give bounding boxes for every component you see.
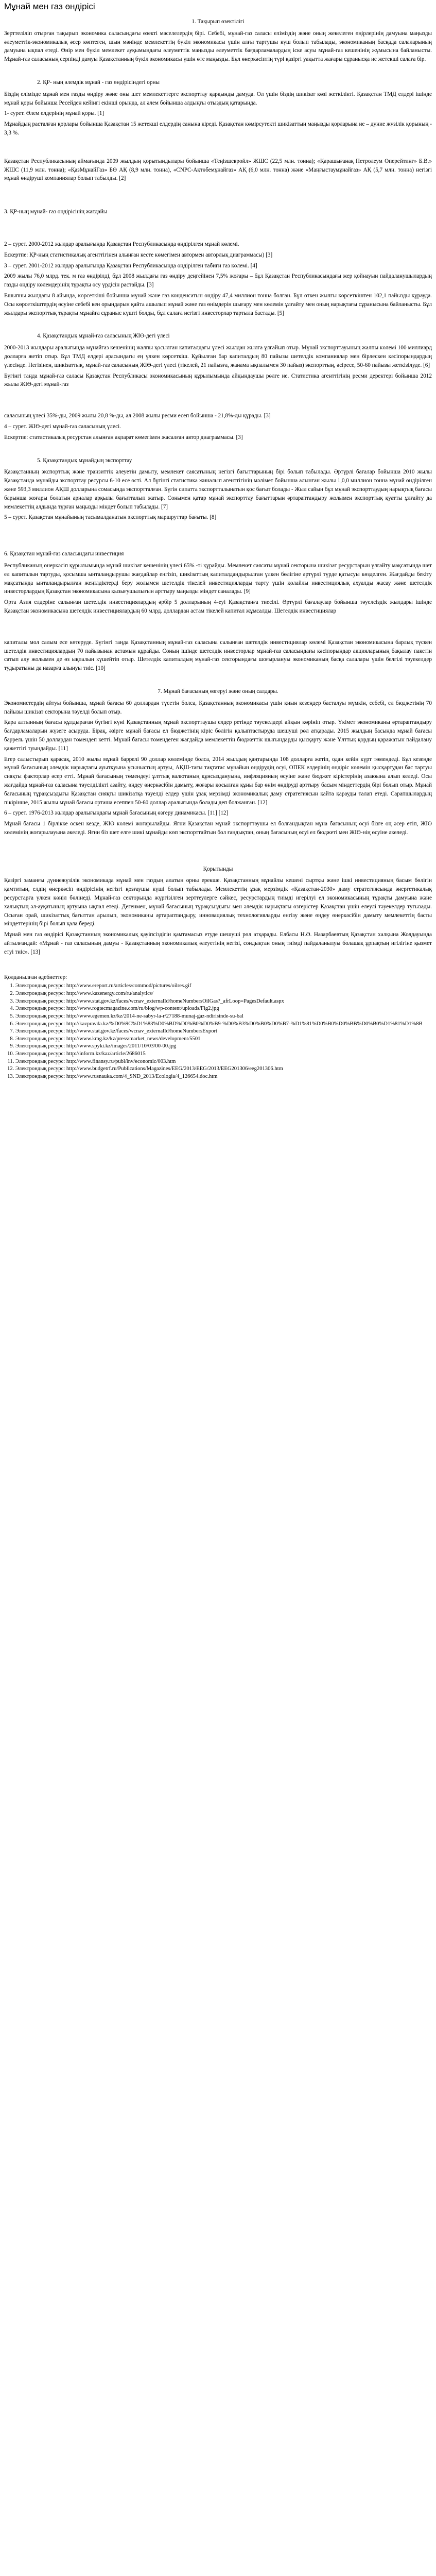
figure-caption: 5 – сурет. Қазақстан мұнайының тасымалданатын экспорттық маршруттар бағыты. [8] bbox=[4, 514, 217, 521]
reference-item: 2. Электрондық ресурс: http://www.kazenergy.com/ru/analytics/ bbox=[15, 990, 432, 998]
reference-item: 7. Электрондық ресурс: http://www.stat.gov.kz/faces/wcnav_externalId/homeNumbersExport bbox=[15, 1028, 432, 1036]
reference-item: 8. Электрондық ресурс: http://www.kmg.kz/kz/press/market_news/development/5501 bbox=[15, 1036, 432, 1043]
figure-caption: 6 – сурет. 1976-2013 жылдар аралығындағы мұнай бағасының өзгеру динамикасы. [11] [12] bbox=[4, 810, 229, 817]
figure-caption: 3 – сурет. 2001-2012 жылдар аралығында Қазақстан Республикасында өндірілген табиғи газ көлемі. [4] bbox=[4, 262, 257, 269]
figure-caption: 4 – сурет. ЖІӨ-дегі мұнай-газ саласының үлесі. bbox=[4, 423, 121, 430]
paragraph: Мұнайдың расталған қорлары бойынша Қазақстан 15 жетекші елдердің санына кіреді. Қазақстан көмірсутекті шикізаттың маңызды қорларына ие – дүние жүзілік қорының - 3,3 %. bbox=[4, 121, 432, 137]
paragraph: Мұнай бағасы 1 бірлікке өскен кезде, ЖІӨ көлемі жоғарылайды. Яғни Қазақстан мұнай экспорттаушы ел болғандықтан мұна бағасының өсуі бізге оң әсер етіп, ЖІӨ көлемінің жоғарылауына әкеледі. Яғни біз шет елге шикі мұнайды көп экспорттайтын бол ғандықтан, оның бағасының өсуі ел бюджеті мен ЖІӨ-нің өсуіне әкеледі. bbox=[4, 821, 432, 836]
reference-item: 1. Электрондық ресурс: http://www.ereport.ru/articles/commod/pictures/oilres.gif bbox=[15, 982, 432, 990]
paragraph: Қазақстанның экспорттық және транзиттік әлеуетін дамыту, мемлекет саясатының негізгі бағыттарының бірі болып табылады. Әртүрлі бағалар бойынша 2010 жылы Қазақстанда мұнайды экспорттау ресурсы 6-10 есе өсті. Ал бүгінгі статистика жиналып агенттігінің мәлімет бойынша алынған жылы 1,0,0 миллион тонна мұнай өндірілген және 593,3 миллион АҚШ долларына сомасында экспортталған. Бүгін сипатта экспортталынатын қос бағыт болады - Жыл сайын бұл мұнай экспорттаудың нарықтық бағасы барынша жоғары болатын арналар арқылы бағытталып жатыр. Сонымен қатар мұнай экспорттау бағыттарын әртараптандыру жолымен экспорттық қуатты ұлғайту да мемлекеттің алдында тұрған маңызды міндет болып табылады. [7] bbox=[4, 469, 432, 510]
paragraph: 2009 жылы 76,0 млрд. тек. м газ өндірілді, бұл 2008 жылдағы газ өндіру деңгейінен 7,5% жоғары – бұл Қазақстан Республикасындағы жер қойнауын пайдаланушылардың газды өндіру көлемдерінің тұрақты өсу үрдісін растайды. [3] bbox=[4, 273, 432, 289]
conclusion-heading: Қорытынды bbox=[203, 866, 233, 872]
reference-item: 11. Электрондық ресурс: http://www.finansy.ru/publ/inv/economic/003.htm bbox=[15, 1058, 432, 1066]
note: Ескертпе: статистикалық ресурстан алынған ақпарат көмегімен жасалған автор диаграммасы. [3] bbox=[4, 434, 243, 440]
paragraph: капиталы мол салым есе көтеруде. Бүгінгі таңда Қазақстанның мұнай-газ саласына салынған шетелдік инвестициялар көлемі Қазақстан экономикасына барлық түскен шетелдік инвестициялардың 70 пайызынан астамын құрайды. Соның ішінде шетелдік инвесторлар мұнай-газ саласындағы кәсіпорындар акцияларының бақылау пакетін сатып алу жолымен де өз ықпалын күшейтіп отыр. Шетелдік капиталдың мұнай-газ секторындағы шоғырлануы экономиканың басқа салалары үшін белгілі тәуекелдер тудыратыны да назарға алынуы тиіс. [10] bbox=[4, 639, 432, 672]
reference-item: 3. Электрондық ресурс: http://www.stat.gov.kz/faces/wcnav_externalId/homeNumbersOilGas?_afrLoop=PagesDefault.aspx bbox=[15, 998, 432, 1006]
paragraph: Зерттеліліп отырған тақырып экономика саласындағы өзекті мәселелердің бірі. Себебі, мұнай-газ саласы еліміздің және оның жекелеген өңірлерінің дамуына маңызды әлеуметтік-экономикалық әсер көптеген, шын мәнінде мемлекеттің бүкіл экономикасы үшін алғы тартушы күш болып табылады, экономиканың басқада салаларының дамуына ықпал етеді. Өнір мен бүкіл мемлекет ауқымындағы әлеуметтік маңызды әлеуметтік бағдарламалардың іске асуы мұнай-газ кешенінің жұмысына байланысты. Мұнай-газ саласының серпінді дамуы Қазақстанның бүкіл экономикасы үшін өте маңызды. Бұл өнеркәсіптің түрі қазіргі уақытта жағары сұранысқа ие жетекші салаға бір. bbox=[4, 30, 432, 63]
section-6-heading: 6. Қазақстан мұнай-газ саласындағы инвестиция bbox=[4, 551, 124, 557]
reference-item: 6. Электрондық ресурс: http://kazpravda.kz/%D0%9C%D1%83%D0%BD%D0%B0%D0%B9-%D0%B3%D0%B0%D0%B7-%D1%81%D0%B0%D0%BB%D0%B0%D1%81%D1%8B bbox=[15, 1021, 432, 1028]
paragraph: Экономистердің айтуы бойынша, мұнай бағасы 60 доллардан түсетін болса, Қазақстанның экономикасы үшін қиын кезеңдер басталуы мүмкін, себебі, ел бюджетінің 70 пайызы шикізат секторына тәуелді болып отыр. bbox=[4, 700, 432, 715]
reference-item: 4. Электрондық ресурс: http://www.rogtecmagazine.com/ru/blog/wp-content/uploads/Fig2.jpg bbox=[15, 1005, 432, 1013]
reference-item: 10. Электрондық ресурс: http://inform.kz/kaz/article/2686015 bbox=[15, 1050, 432, 1058]
paragraph: Қазақстан Республикасының аймағында 2009 жылдың қорытындылары бойынша «Теңізшевройл» ЖШС (22,5 млн. тонна); «Қарашығанақ Петролеум Оперейтинг» Б.В.» ЖШС (11,9 млн. тонна); «ҚазМұнайГаз» БӨ АҚ (8,9 млн. тонна), «CNPC-Ақтөбемұнайгаз» АҚ (6,0 млн. тонна) және «Маңғыстаумұнайгаз» АҚ (5,7 млн. тонна) негізгі мұнай өндіруші компаниялар болып табылды. [2] bbox=[4, 158, 432, 182]
paragraph: саласының үлесі 35%-ды, 2009 жылы 20,8 %-ды, ал 2008 жылы ресми есеп бойынша - 21,8%-ды құрады. [3] bbox=[4, 413, 271, 419]
paragraph: Қазіргі заманғы дүниежүзілік экономикада мұнай мен газдың алатын орны ерекше. Қазақстанның мұнайлы кешені сыртқы және ішкі инвестицияның басым бөлігін қамтитын, елдің өнеркәсіп өндірісінің негізгі қозғаушы күші болып табылады. Мемлекеттің ұзақ мерзімдік «Қазақстан-2030» даму стратегиясында энергетикалық ресурстарға үлкен көңіл бөлінеді. Мұнай-газ секторында жүргізілген зерттеулерге сәйкес, ресурстардың тиімді игерілуі ел экономикасының тұрақты дамуына және халықтың әл-ауқатының артуына ықпал етеді. Дегенмен, мұнай бағасының тұрақсыздығы мен әлемдік нарықтағы өзгерістер Қазақстан үшін елеулі тәуекелдер туғызады. Осыған орай, шикізаттық бағыттан арылып, экономиканы әртараптандыру, инновациялық технологияларды енгізу және өңдеу өнеркәсібін дамыту мемлекеттің басты міндеттерінің бірі болып қала береді. bbox=[4, 877, 432, 927]
figure-caption: 1- сурет. Әлем елдерінің мұнай қоры. [1] bbox=[4, 110, 104, 117]
references-list bbox=[4, 982, 432, 1080]
paragraph: 2000-2013 жылдары аралығында мұнайгаз кешенінің жалпы қосылған капиталдағы үлесі жылдан жылға ұлғайып отыр. Мұнай экспорттауының жалпы көлемі 100 миллиард долларға жетіп отыр. Бұл ТМД елдері арасындағы ең үлкен көрсеткіш. Құйылған бар капиталдың 80 пайызы шетелдік компаниялар мен бірлескен кәсіпорындардың үлесінде. Негізінен, шикізаттық, мұнай-газ саласының ЖІӨ-дегі үлесі (тікелей, 21 пайызға, жанама ықпалымен 30 пайыз) экспорттың, әсіресе, 50-60 пайызы жеткізілуде. [6] bbox=[4, 345, 432, 368]
document-page bbox=[0, 0, 436, 1086]
reference-item: 13. Электрондық ресурс: http://www.rusnauka.com/4_SND_2013/Ecologia/4_126654.doc.htm bbox=[15, 1073, 432, 1081]
reference-item: 9. Электрондық ресурс: http://www.spyki.kz/images/2011/10/03/00-00.jpg bbox=[15, 1043, 432, 1050]
reference-item: 12. Электрондық ресурс: http://www.budgetrf.ru/Publications/Magazines/EEG/2013/EEG/2013/EEG201306/eeg201306.htm bbox=[15, 1065, 432, 1073]
document-title: Мұнай мен газ өндірісі bbox=[4, 2, 95, 11]
paragraph: Қара алтынның бағасы құлдыраған бүгінгі күні Қазақстанның мұнай экспорттаушы елдер ретінде тәуекелдері айқын көрініп отыр. Үкімет экономиканы әртараптандыру бағдарламаларын жүзеге асыруда. Бірақ, әзірге мұнай бағасы ел бюджетінің кіріс бөлігін қалыптастыруда шешуші рөл атқарады. 2015 жылдың басында мұнай бағасы баррель үшін 50 доллардан төмендеп кетті. Мұнай бағасы төмендеген жағдайда мемлекеттің бюджеттік шығындарды қысқарту және Ұлттық қордың қаражатын пайдалану қажеттігі туындайды. [11] bbox=[4, 719, 432, 752]
section-7-heading: 7. Мұнай бағасының өзгеруі және оның салдары. bbox=[158, 688, 278, 694]
note: Ескертпе: ҚР-ның статистикалық агенттігінен алынған кесте көмегімен автормен авторлық диаграммасы) [3] bbox=[4, 251, 273, 258]
paragraph: Біздің елімізде мұнай мен газды өндіру және оны шет мемлекеттерге экспорттау қарқынды дамуда. Ол үшін біздің шикізат көзі жеткілікті. Қазақстан ТМД елдері ішінде мұнай қоры бойынша Ресейден кейінгі екінші орында, ал әлем бойынша алдыңғы отыздың қатарында. bbox=[4, 91, 432, 106]
figure-caption: 2 – сурет. 2000-2012 жылдар аралығында Қазақстан Республикасында өндірілген мұнай көлемі. bbox=[4, 241, 239, 248]
paragraph: Республиканың өнеркәсіп құрылымында мұнай шикізат кешенінің үлесі 65% -ті құрайды. Мемлекет саясаты мұнай секторына шикізат ресурстарын үлгайту мақсатында шет ел капиталын тартуды, қосымша ынталандырушы жағдайлар енгізіп, шикізаттың капиталдандырылған үлкен бөлігіне әртүрлі түрде қатысуы көзделген. Жағдайды бекіту мақсатында ынталандырылған жеңілдіктерді беру жолымен шетелдік тікелей инвестицияларды тарту үшін қолайлы инвестициялық ахуалды жасау және шетелдік инвесторлардың Қазақстан экономикасына қызығушылығын арттыру маңызды міндет саналады. [9] bbox=[4, 562, 432, 595]
paragraph: Бүгінгі таңда мұнай-газ саласы Қазақстан Республикасы экономикасының құрылымында айқындаушы рөлге ие. Статистика агенттігінің ресми деректері бойынша 2012 жылы ЖІӨ-дегі мұнай-газ bbox=[4, 372, 432, 388]
paragraph: Орта Азия елдеріне салынған шетелдік инвестициялардың әрбір 5 долларының 4-еуі Қазақстанға тиесілі. Әртүрлі бағалаулар бойынша тәуелсіздік жылдары ішінде Қазақстан экономикасына шетелдік инвестициялардың 60 млрд. доллардан астам тікелей капитал жұмсалды. Шетелдік инвестициялар bbox=[4, 599, 432, 614]
section-2-heading: 2. ҚР- ның әлемдік мұнай - газ өндірісіндегі орны bbox=[37, 79, 160, 86]
paragraph: Мұнай мен газ өндірісі Қазақстанның экономикалық қауіпсіздігін қамтамасыз етуде шешуші рөл атқарады. Елбасы Н.Ә. Назарбаевтың Қазақстан халқына Жолдауында айтылғандай: «Мұнай - газ саласының дамуы - Қазақстанның экономикалық әлеуетінің негізі, сондықтан оның тиімді пайдаланылуы болашақ ұрпақтың игілігіне қызмет етуі тиіс». [13] bbox=[4, 931, 432, 955]
references-title: Қолданылған әдебиеттер: bbox=[4, 974, 67, 980]
paragraph: Егер салыстырып қарасақ, 2010 жылы мұнай баррелі 90 доллар көлемінде болса, 2014 жылдың қаңтарында 108 долларға жетіп, одан кейін күрт төмендеді. Бұл кезеңде мұнай бағасының әлемдік нарықтағы ауытқуына ұсыныстың артуы, АҚШ-тағы тақтатас мұнайын өндірудің өсуі, ОПЕК елдерінің өндіріс көлемін қысқартудан бас тартуы сияқты факторлар әсер етті. Мұнай бағасының төмендеуі ұлттық валютаның құнсыздануына, инфляцияның өсуіне және бюджет кірістерінің азаюына алып келеді. Осы жағдайда мұнай-газ саласына тәуелділікті азайту, өңдеу өнеркәсібін дамыту, жоғары қосылған құны бар өнім өндіруді арттыру басым міндеттердің бірі болып отыр. Мұнай бағасының тұрақсыздығы Қазақстан сияқты шикізатқа тәуелді елдер үшін ұзақ мерзімді экономикалық даму стратегиясын қайта қарауды талап етеді. Сарапшылардың пікірінше, 2015 жылы мұнай бағасы орташа есеппен 50-60 доллар аралығында болады деп болжанған. [12] bbox=[4, 756, 432, 806]
section-4-heading: 4. Қазақстандық мұнай-газ саласының ЖІӨ-дегі үлесі bbox=[37, 333, 170, 340]
section-1-heading: 1. Тақырып өзектілігі bbox=[191, 19, 245, 25]
paragraph: Ешыпны жылдағы 8 айында, көрсеткіші бойынша мұнай және газ конденсатын өндіру 47,4 миллион тонна болған. Бұл өткен жылғы көрсеткіштен 102,1 пайызды құрауда. Осы көрсеткіштердің өсуіне себебі кен орындарын қайта ашылып мұнай және газ өнімдерін шығару мен көлемін ұлғайту мен оның нарықтағы сұранысына байланысты. Бұл жылдары экспорттық тұрақты мұнайға сұраныс күшті болды, бұл салаға негізгі инвесторлар тартыла бастады. [5] bbox=[4, 293, 432, 316]
reference-item: 5. Электрондық ресурс: http://www.egemen.kz/kz/2014-ne-sabyr-la-r/27188-munaj-gaz-ndirisinde-su-bal bbox=[15, 1013, 432, 1021]
section-5-heading: 5. Қазақстандық мұнайдың экспорттау bbox=[37, 457, 132, 464]
section-3-heading: 3. ҚР-ның мұнай- газ өндірісінің жағдайы bbox=[4, 209, 108, 215]
